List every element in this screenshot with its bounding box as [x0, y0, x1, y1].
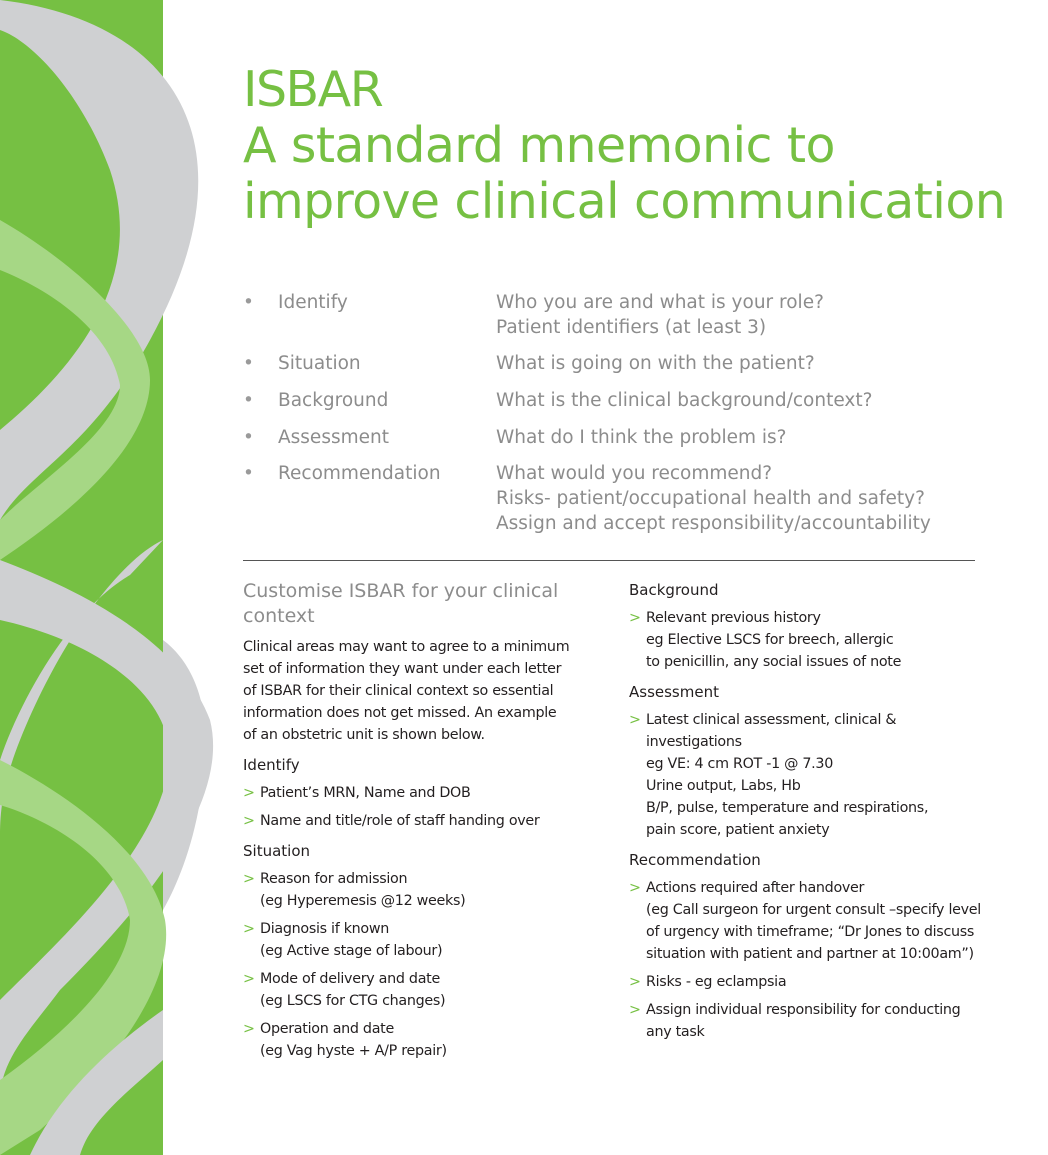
chevron-right-icon: > [243, 785, 255, 801]
isbar-term: Situation [278, 353, 361, 374]
list-item [629, 709, 989, 841]
isbar-term: Background [278, 390, 389, 411]
isbar-term: Identify [278, 292, 348, 313]
section-heading-situation: Situation [243, 842, 311, 860]
intro-line: Clinical areas may want to agree to a minimum [243, 639, 570, 655]
list-item-text: (eg Vag hyste + A/P repair) [260, 1043, 447, 1059]
list-item-text: Actions required after handover [646, 880, 865, 896]
list-item-text: Relevant previous history [646, 610, 821, 626]
list-item-text: to penicillin, any social issues of note [646, 654, 902, 670]
isbar-term: Recommendation [278, 463, 441, 484]
bullet-dot-icon: • [243, 463, 254, 484]
list-item-text: Name and title/role of staff handing over [260, 813, 540, 829]
section-heading-background: Background [629, 581, 719, 599]
intro-line: set of information they want under each letter [243, 661, 562, 677]
list-item-text: Assign individual responsibility for conducting [646, 1002, 961, 1018]
list-item-text: (eg Call surgeon for urgent consult –specify level [646, 902, 981, 918]
isbar-description: What do I think the problem is? [496, 427, 787, 448]
list-item [629, 971, 989, 993]
section-divider [243, 560, 975, 561]
customise-right-column [629, 579, 989, 1043]
customise-heading-line-2: context [243, 605, 315, 627]
list-item-text: (eg Active stage of labour) [260, 943, 443, 959]
isbar-row-recommendation [243, 461, 1003, 536]
customise-intro [243, 636, 583, 746]
intro-line: information does not get missed. An example [243, 705, 557, 721]
list-item-text: (eg Hyperemesis @12 weeks) [260, 893, 466, 909]
customise-heading [243, 579, 583, 629]
bullet-dot-icon: • [243, 292, 254, 313]
list-item [629, 607, 989, 673]
list-item-text: Latest clinical assessment, clinical & [646, 712, 897, 728]
chevron-right-icon: > [243, 1021, 255, 1037]
list-item-text: of urgency with timeframe; “Dr Jones to discuss [646, 924, 975, 940]
chevron-right-icon: > [243, 971, 255, 987]
chevron-right-icon: > [243, 871, 255, 887]
isbar-description: Risks- patient/occupational health and safety? [496, 488, 925, 509]
isbar-row-identify [243, 290, 1003, 351]
list-item [629, 877, 989, 965]
chevron-right-icon: > [629, 712, 641, 728]
page-title: ISBAR [243, 61, 383, 118]
list-item-text: B/P, pulse, temperature and respirations, [646, 800, 929, 816]
list-item-text: Risks - eg eclampsia [646, 974, 787, 990]
isbar-description: What is the clinical background/context? [496, 390, 873, 411]
bullet-dot-icon: • [243, 427, 254, 448]
page-subtitle-line-2: improve clinical communication [243, 173, 1006, 230]
chevron-right-icon: > [243, 921, 255, 937]
list-item [243, 868, 583, 912]
intro-line: of an obstetric unit is shown below. [243, 727, 485, 743]
isbar-description: Who you are and what is your role? [496, 292, 824, 313]
isbar-description: What would you recommend? [496, 463, 773, 484]
bullet-dot-icon: • [243, 390, 254, 411]
list-item-text: (eg LSCS for CTG changes) [260, 993, 446, 1009]
list-item-text: Patient’s MRN, Name and DOB [260, 785, 471, 801]
list-item-text: Reason for admission [260, 871, 408, 887]
list-item-text: Operation and date [260, 1021, 394, 1037]
page-title-block [243, 62, 1033, 230]
list-item-text: eg Elective LSCS for breech, allergic [646, 632, 894, 648]
bullet-dot-icon: • [243, 353, 254, 374]
section-heading-assessment: Assessment [629, 683, 719, 701]
list-item-text: Mode of delivery and date [260, 971, 440, 987]
decorative-ribbon-band [0, 0, 220, 1155]
isbar-description: Assign and accept responsibility/accountability [496, 513, 931, 534]
chevron-right-icon: > [629, 974, 641, 990]
list-item-text: investigations [646, 734, 742, 750]
section-heading-identify: Identify [243, 756, 300, 774]
isbar-description: Patient identifiers (at least 3) [496, 317, 767, 338]
intro-line: of ISBAR for their clinical context so essential [243, 683, 554, 699]
chevron-right-icon: > [629, 610, 641, 626]
list-item-text: Urine output, Labs, Hb [646, 778, 801, 794]
list-item-text: situation with patient and partner at 10:00am”) [646, 946, 974, 962]
customise-heading-line-1: Customise ISBAR for your clinical [243, 580, 559, 602]
page-subtitle-line-1: A standard mnemonic to [243, 117, 835, 174]
list-item [629, 999, 989, 1043]
list-item [243, 968, 583, 1012]
isbar-list [243, 290, 1003, 536]
list-item [243, 810, 583, 832]
list-item [243, 782, 583, 804]
chevron-right-icon: > [243, 813, 255, 829]
chevron-right-icon: > [629, 880, 641, 896]
list-item [243, 918, 583, 962]
customise-left-column [243, 579, 583, 1062]
isbar-row-assessment [243, 425, 1003, 461]
list-item-text: pain score, patient anxiety [646, 822, 830, 838]
list-item [243, 1018, 583, 1062]
isbar-description: What is going on with the patient? [496, 353, 815, 374]
chevron-right-icon: > [629, 1002, 641, 1018]
isbar-row-situation [243, 351, 1003, 388]
isbar-term: Assessment [278, 427, 389, 448]
section-heading-recommendation: Recommendation [629, 851, 761, 869]
list-item-text: any task [646, 1024, 705, 1040]
isbar-row-background [243, 388, 1003, 425]
list-item-text: Diagnosis if known [260, 921, 390, 937]
list-item-text: eg VE: 4 cm ROT -1 @ 7.30 [646, 756, 834, 772]
